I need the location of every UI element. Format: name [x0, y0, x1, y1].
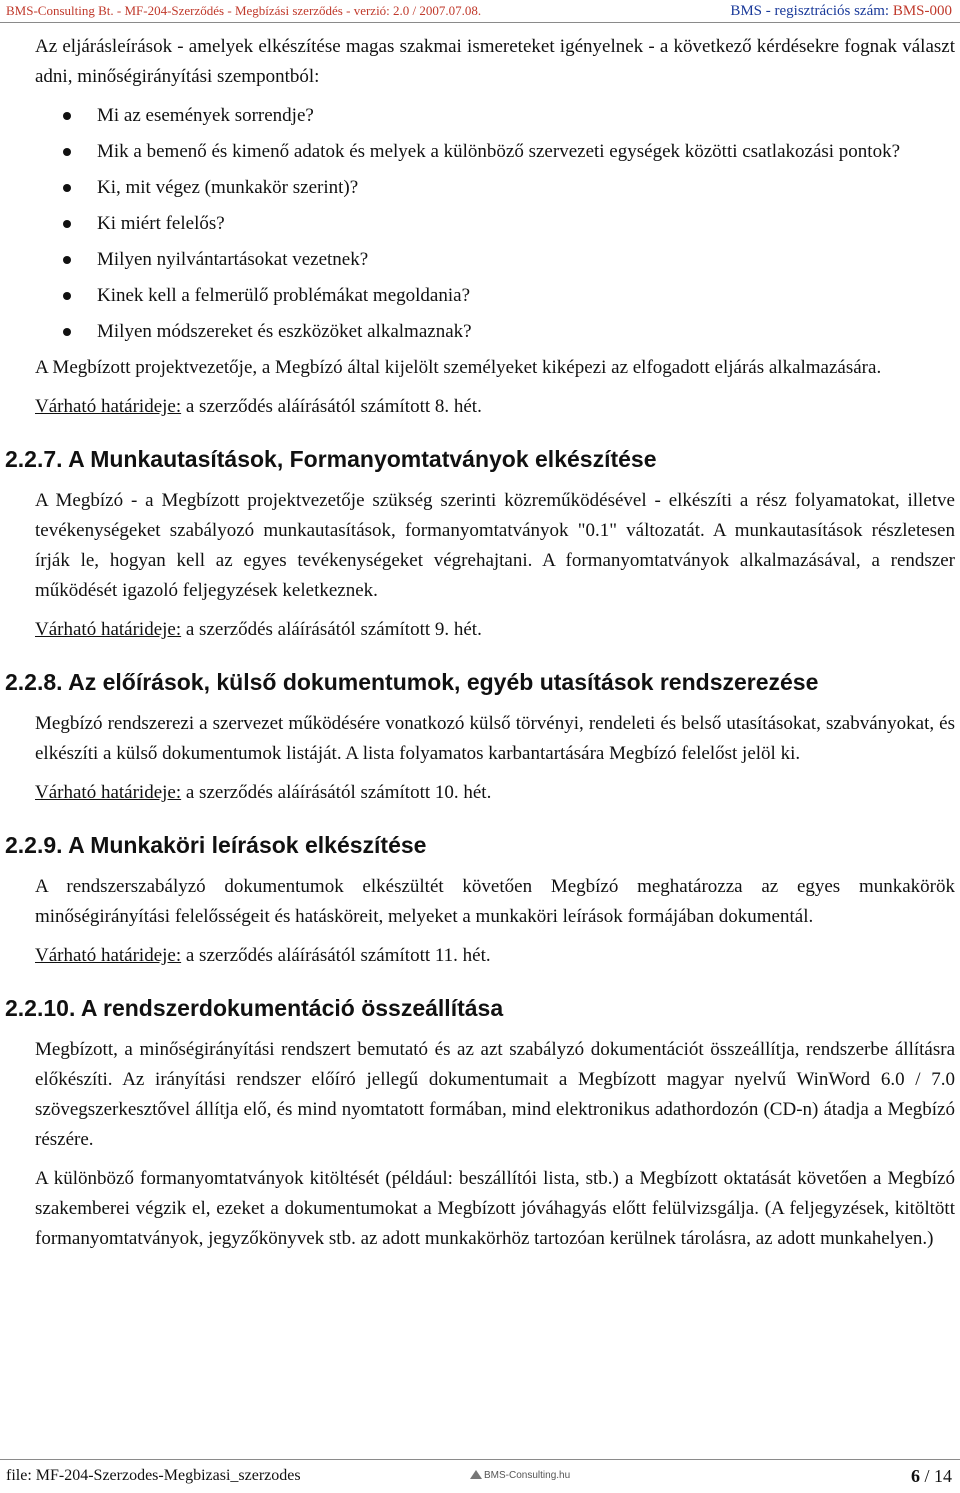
list-item-text: Ki, mit végez (munkakör szerint)?: [97, 177, 359, 198]
registration-code: BMS-000: [892, 3, 952, 19]
section-heading: 2.2.9. A Munkaköri leírások elkészítése: [5, 832, 427, 858]
deadline-line: [35, 941, 955, 971]
list-item: [35, 245, 955, 275]
bullet-icon: [63, 220, 71, 228]
list-item-text: Milyen nyilvántartásokat vezetnek?: [97, 249, 369, 270]
logo-icon: [470, 1470, 482, 1479]
bullet-icon: [63, 112, 71, 120]
list-item: [35, 101, 955, 131]
page-footer: [0, 1464, 960, 1488]
deadline-line: [35, 615, 955, 645]
section-heading: 2.2.8. Az előírások, külső dokumentumok, egyéb utasítások rendszerezése: [5, 669, 819, 695]
list-item: [35, 317, 955, 347]
training-paragraph: A Megbízott projektvezetője, a Megbízó által kijelölt személyeket kiképezi az elfogadott eljárás alkalmazására.: [35, 357, 882, 378]
deadline-text: a szerződés aláírásától számított 10. hét.: [181, 782, 492, 803]
list-item-text: Milyen módszereket és eszközöket alkalmaznak?: [97, 321, 472, 342]
deadline-label: Várható határideje:: [35, 619, 182, 640]
header-document-title: BMS-Consulting Bt. - MF-204-Szerződés - Megbízási szerződés - verzió: 2.0 / 2007.07.08.: [6, 3, 482, 18]
list-item: [35, 173, 955, 203]
section-paragraph: Megbízó rendszerezi a szervezet működésére vonatkozó külső törvényi, rendeleti és belső utasításokat, szabványokat, és elkészíti a külső dokumentumok listáját. A lista folyamatos karbantartására Megbízó felelőst jelöl ki.: [35, 713, 955, 764]
list-item-text: Mi az események sorrendje?: [97, 105, 314, 126]
section-paragraph: A Megbízó - a Megbízott projektvezetője szükség szerinti közreműködésével - elkészíti a rész folyamatokat, illetve tevékenységeket szabályozó munkautasítások, formanyomtatványok "0.1" változatát. A munkautasítások részletesen írják le, hogyan kell az egyes tevékenységeket végrehajtani. A formanyomtatványok alkalmazásával, a rendszer működését igazoló feljegyzések keletkeznek.: [35, 490, 955, 601]
page-header: [0, 0, 960, 22]
list-item: [35, 137, 955, 167]
list-item-text: Kinek kell a felmerülő problémákat megoldania?: [97, 285, 470, 306]
list-item: [35, 281, 955, 311]
deadline-label: Várható határideje:: [35, 396, 182, 417]
bullet-icon: [63, 328, 71, 336]
deadline-text: a szerződés aláírásától számított 11. hét.: [181, 945, 491, 966]
deadline-label: Várható határideje:: [35, 945, 182, 966]
section-heading: 2.2.7. A Munkautasítások, Formanyomtatványok elkészítése: [5, 446, 657, 472]
list-item-text: Ki miért felelős?: [97, 213, 225, 234]
footer-logo-text: BMS-Consulting.hu: [484, 1470, 571, 1481]
deadline-text: a szerződés aláírásától számított 8. hét.: [181, 396, 482, 417]
page-separator: /: [919, 1466, 934, 1486]
registration-label: BMS - regisztrációs szám:: [730, 3, 890, 19]
deadline-label: Várható határideje:: [35, 782, 182, 803]
page-current: 6: [910, 1466, 920, 1486]
deadline-line: [35, 392, 955, 422]
section-paragraph: A rendszerszabályzó dokumentumok elkészültét követően Megbízó meghatározza az egyes munkakörök minőségirányítási felelősségeit és hatásköreit, melyeket a munkaköri leírások formájában dokumentál.: [35, 876, 955, 927]
section-paragraph: A különböző formanyomtatványok kitöltését (például: beszállítói lista, stb.) a Megbízott oktatását követően a Megbízó szakemberei végzik el, ezeket a dokumentumokat a Megbízott jóváhagyás előtt felülvizsgálja. (A feljegyzések, kitöltött formanyomtatványok, jegyzőkönyvek stb. az adott munkakörhöz tartozóan kerülnek tárolásra, az adott munkahelyen.): [35, 1168, 955, 1249]
document-body: [5, 32, 955, 1263]
footer-logo: [470, 1466, 570, 1486]
deadline-line: [35, 778, 955, 808]
section-paragraph: Megbízott, a minőségirányítási rendszert bemutató és az azt szabályzó dokumentációt összeállítja, rendszerbe állításra előkészíti. Az irányítási rendszer előíró jellegű dokumentumait a Megbízott magyar nyelvű WinWord 6.0 / 7.0 szövegszerkesztővel állítja elő, és mind nyomtatott formában, mind elektronikus adathordozón (CD-n) átadja a Megbízó részére.: [35, 1039, 955, 1150]
page-number: [911, 1464, 952, 1488]
bullet-icon: [63, 292, 71, 300]
bullet-icon: [63, 256, 71, 264]
list-item-text: Mik a bemenő és kimenő adatok és melyek a különböző szervezeti egységek közötti csatlakozási pontok?: [97, 141, 901, 162]
footer-divider: [0, 1459, 960, 1460]
section-heading: 2.2.10. A rendszerdokumentáció összeállítása: [5, 995, 504, 1021]
deadline-text: a szerződés aláírásától számított 9. hét.: [181, 619, 482, 640]
bullet-icon: [63, 184, 71, 192]
footer-file-name: file: MF-204-Szerzodes-Megbizasi_szerzodes: [6, 1467, 301, 1484]
question-list: [35, 101, 955, 347]
intro-paragraph: Az eljárásleírások - amelyek elkészítése magas szakmai ismereteket igényelnek - a következő kérdésekre fognak választ adni, minőségirányítási szempontból:: [35, 36, 955, 87]
list-item: [35, 209, 955, 239]
page-total: 14: [934, 1466, 952, 1486]
header-divider: [0, 22, 960, 23]
bullet-icon: [63, 148, 71, 156]
header-registration: [730, 0, 952, 22]
